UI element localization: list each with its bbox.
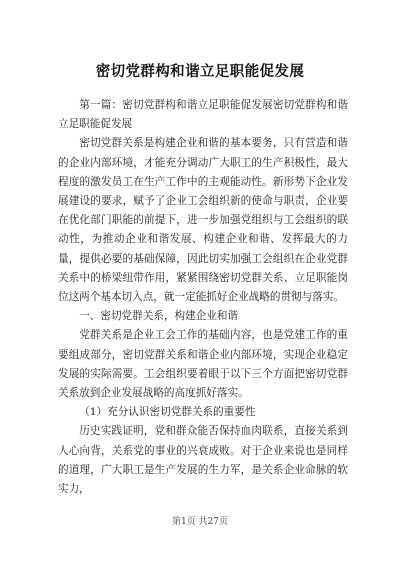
document-body [58,96,348,499]
body-paragraph: 历史实践证明，党和群众能否保持血肉联系，直接关系到人心向背，关系党的事业的兴衰成败。对于企业来说也是同样的道理，广大职工是生产发展的生力军，是关系企业命脉的软实力， [58,425,348,496]
intro-paragraph: 第一篇：密切党群构和谐立足职能促发展密切党群构和谐立足职能促发展 [58,99,348,131]
section-heading: 一、密切党群关系，构建企业和谐 [79,310,239,323]
body-paragraph: 党群关系是企业工会工作的基础内容，也是党建工作的重要组成部分，密切党群关系和谐企业内部环境，实现企业稳定发展的实际需要。工会组织要着眼于以下三个方面把密切党群关系放到企业发展战略的高度抓好落实。 [58,329,348,400]
page-footer: 第1页 共27页 [171,517,229,527]
body-paragraph: 密切党群关系是构建企业和谐的基本要务，只有营造和谐的企业内部环境，才能充分调动广大职工的生产积极性，最大程度的激发员工在生产工作中的主观能动性。新形势下企业发展建设的要求，赋予了企业工会组织新的使命与职责，企业要在优化部门职能的前提下，进一步加强党组织与工会组织的联动性，为推动企业和谐发展、构建企业和谐、发挥最大的力量，提供必要的基础保障，因此切实加强工会组织在企业党群关系中的桥梁纽带作用，紧紧围绕密切党群关系、立足职能岗位这两个基本切入点，就一定能抓好企业战略的贯彻与落实。 [58,137,348,304]
subsection-heading: （1）充分认识密切党群关系的重要性 [79,406,256,419]
document-title: 密切党群构和谐立足职能促发展 [95,64,305,80]
